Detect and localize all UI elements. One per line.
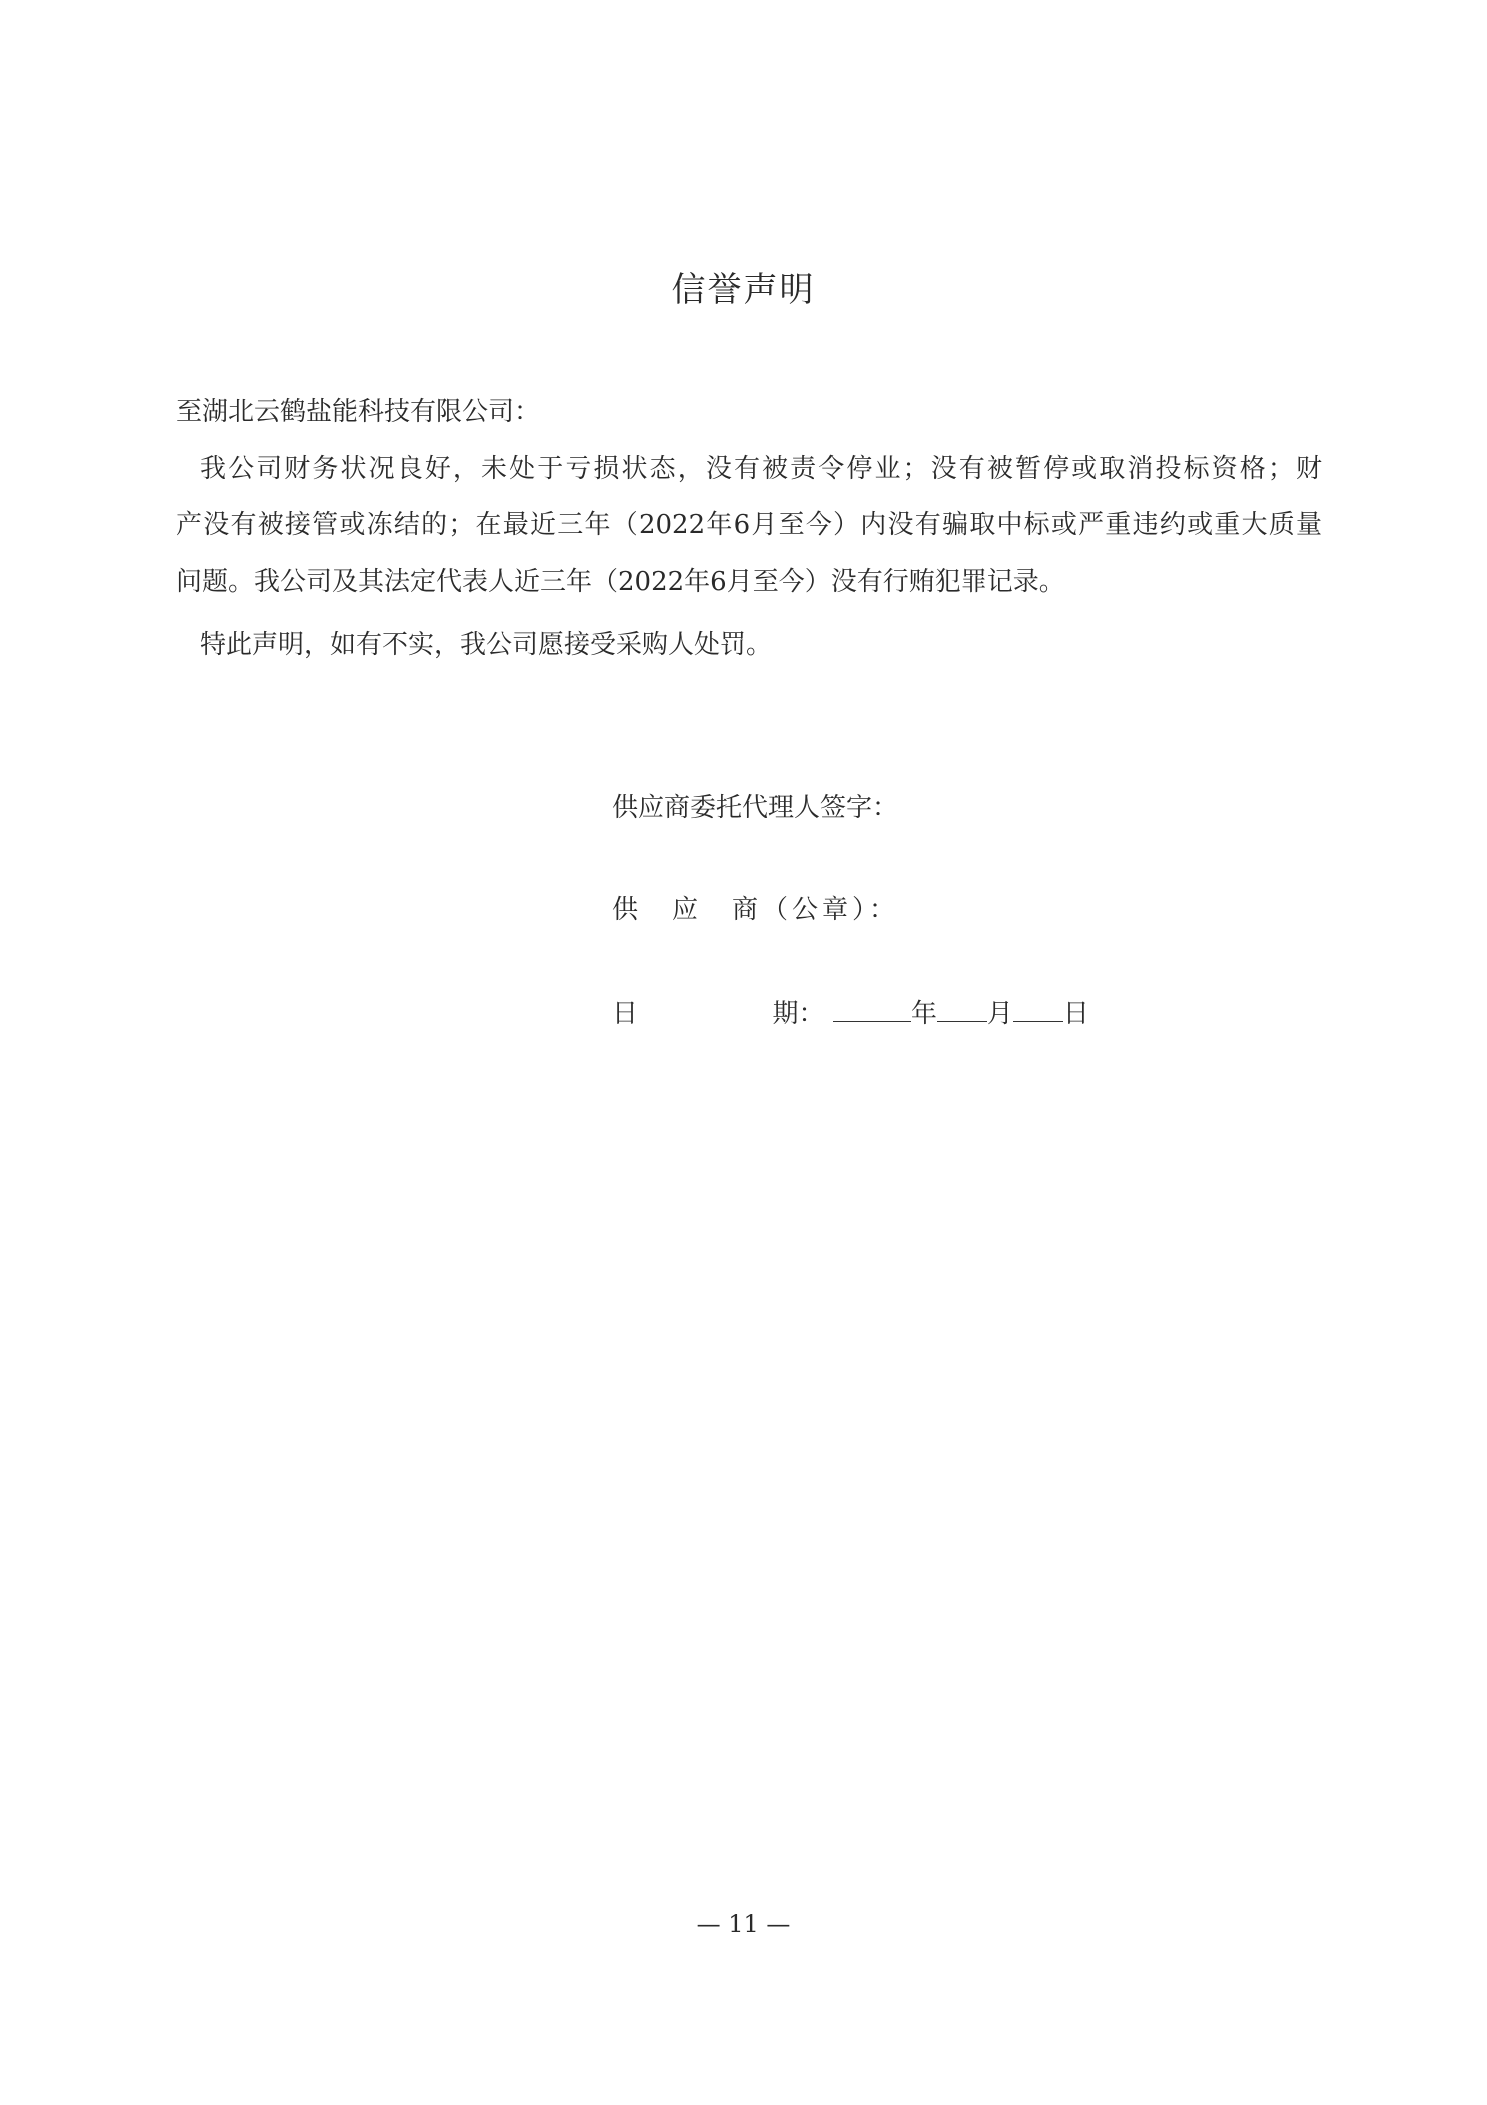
paragraph-line: 我公司财务状况良好，未处于亏损状态，没有被责令停业；没有被暂停或取消投标资格；财 — [200, 454, 1322, 484]
month-blank[interactable] — [937, 997, 987, 1022]
month-label: 月 — [986, 999, 1013, 1029]
paragraph-line: 问题。我公司及其法定代表人近三年（2022年6月至今）没有行贿犯罪记录。 — [176, 567, 1065, 597]
addressee: 至湖北云鹤盐能科技有限公司： — [176, 397, 541, 427]
agent-signature-label: 供应商委托代理人签字： — [612, 793, 899, 823]
page-number: — 11 — — [696, 1910, 791, 1938]
paragraph-line: 产没有被接管或冻结的；在最近三年（2022年6月至今）内没有骗取中标或严重违约或重大质量 — [176, 510, 1322, 540]
date-label-start: 日 — [612, 999, 639, 1029]
day-label: 日 — [1062, 999, 1089, 1029]
document-title: 信誉声明 — [671, 270, 816, 310]
year-blank[interactable] — [833, 997, 911, 1022]
year-label: 年 — [910, 999, 937, 1029]
date-label-end: 期： — [772, 999, 825, 1029]
day-blank[interactable] — [1013, 997, 1063, 1022]
date-line — [612, 997, 1089, 1030]
supplier-seal-label: 供 应 商（公章）： — [612, 895, 900, 925]
closing-statement: 特此声明，如有不实，我公司愿接受采购人处罚。 — [200, 630, 773, 660]
